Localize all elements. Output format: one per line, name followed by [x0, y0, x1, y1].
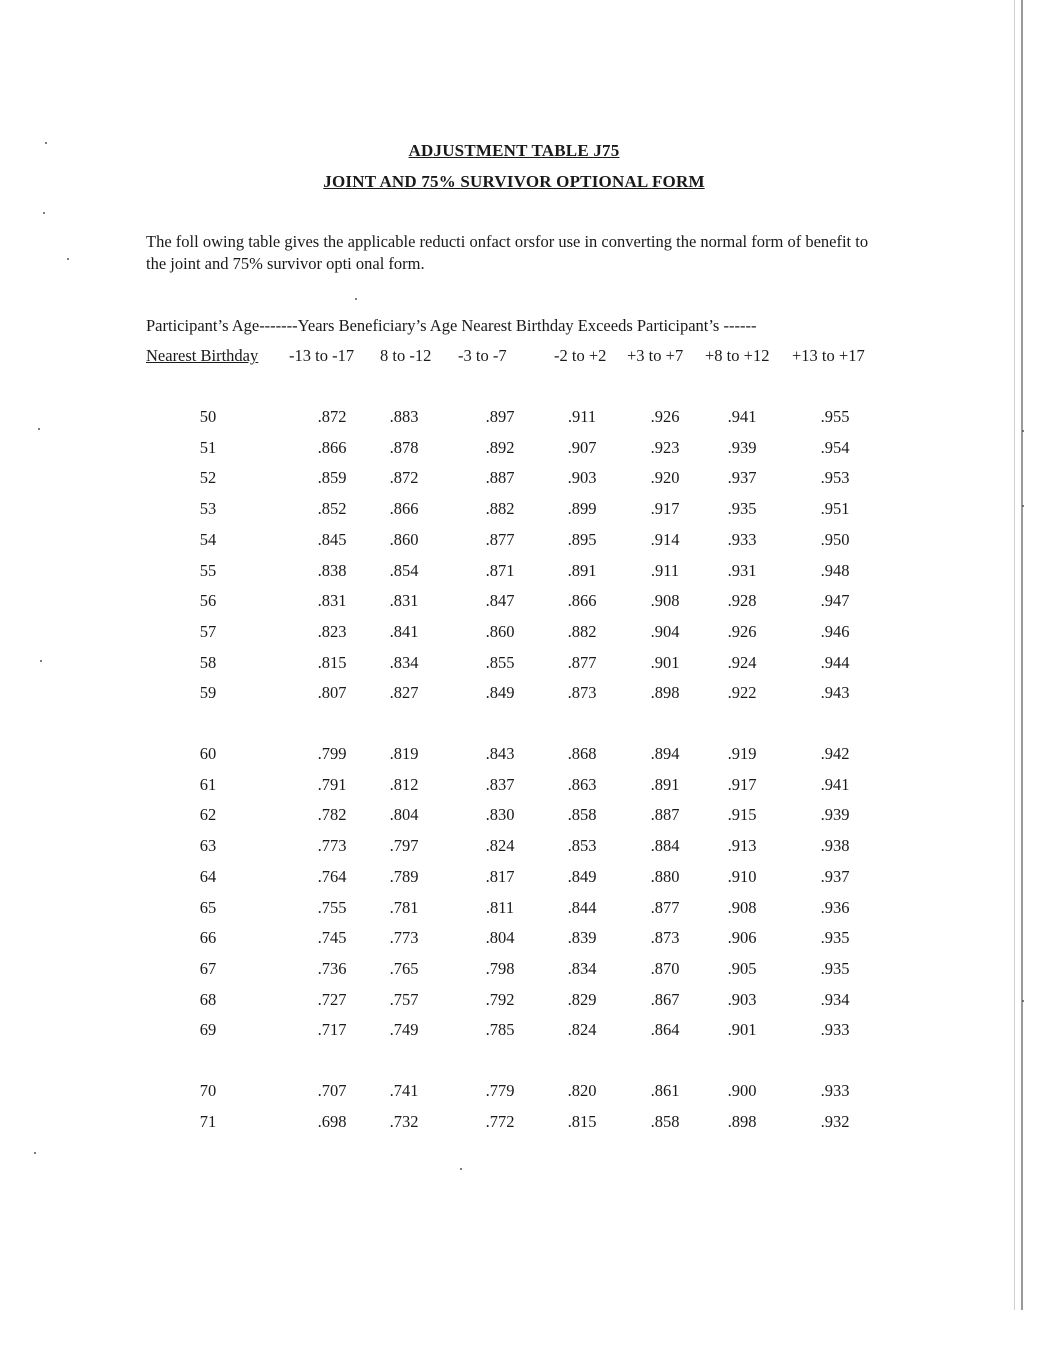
factor-cell: .897	[485, 407, 515, 426]
factor-cell: .860	[389, 529, 419, 549]
factor-cell: .877	[485, 529, 515, 549]
factor-cell: .948	[820, 560, 850, 580]
factor-cell: .804	[485, 928, 515, 948]
factor-cell: .839	[567, 928, 597, 948]
factor-cell: .819	[389, 744, 419, 763]
factor-cell: .898	[727, 1111, 757, 1131]
factor-cell: .917	[727, 774, 757, 794]
factor-cell: .789	[389, 866, 419, 886]
factor-cell: .781	[389, 897, 419, 917]
factor-cell: .838	[317, 560, 347, 580]
factor-cell: .717	[317, 1020, 347, 1040]
age-cell: 71	[199, 1111, 217, 1131]
factor-cell: .831	[389, 591, 419, 611]
factor-cell: .732	[389, 1111, 419, 1131]
factor-cell: .858	[567, 805, 597, 825]
column-header-nearest-birthday: Nearest Birthday	[146, 346, 259, 365]
factor-cell: .932	[820, 1111, 850, 1131]
column-header-minus2-to-plus2: -2 to +2	[554, 346, 607, 365]
factor-cell: .870	[650, 958, 680, 978]
factor-cell: .853	[567, 836, 597, 856]
factor-cell: .830	[485, 805, 515, 825]
factor-cell: .935	[820, 928, 850, 948]
factor-cell: .901	[727, 1020, 757, 1040]
factor-cell: .824	[485, 836, 515, 856]
factor-cell: .782	[317, 805, 347, 825]
age-cell: 54	[199, 529, 217, 549]
column-header-minus13-to-minus17: -13 to -17	[289, 346, 355, 365]
factor-cell: .877	[650, 897, 680, 917]
factor-cell: .882	[485, 499, 515, 519]
factor-cell: .873	[650, 928, 680, 948]
age-cell: 69	[199, 1020, 217, 1040]
factor-cell: .913	[727, 836, 757, 856]
factor-cell: .899	[567, 499, 597, 519]
scan-speckle	[67, 258, 69, 260]
factor-cell: .944	[820, 652, 850, 672]
factor-cell: .707	[317, 1081, 347, 1100]
factor-cell: .855	[485, 652, 515, 672]
scan-speckle	[1022, 505, 1024, 507]
factor-cell: .863	[567, 774, 597, 794]
factor-cell: .823	[317, 621, 347, 641]
factor-cell: .812	[389, 774, 419, 794]
factor-cell: .926	[650, 407, 680, 426]
factor-cell: .920	[650, 468, 680, 488]
factor-cell: .908	[650, 591, 680, 611]
factor-cell: .937	[727, 468, 757, 488]
factor-cell: .947	[820, 591, 850, 611]
factor-cell: .933	[820, 1020, 850, 1040]
factor-cell: .727	[317, 989, 347, 1009]
factor-cell: .907	[567, 437, 597, 457]
factor-cell: .798	[485, 958, 515, 978]
factor-cell: .933	[820, 1081, 850, 1100]
factor-cell: .919	[727, 744, 757, 763]
factor-cell: .938	[820, 836, 850, 856]
factor-cell: .868	[567, 744, 597, 763]
scan-speckle	[460, 1168, 462, 1170]
factor-cell: .911	[567, 407, 597, 426]
scan-speckle	[40, 660, 42, 662]
scan-speckle	[1022, 1000, 1024, 1002]
factor-cell: .953	[820, 468, 850, 488]
factor-cell: .797	[389, 836, 419, 856]
page-edge-line-inner	[1014, 0, 1015, 1310]
scan-speckle	[45, 142, 47, 144]
factor-cell: .910	[727, 866, 757, 886]
column-header-8-to-minus12: 8 to -12	[380, 346, 432, 365]
scan-speckle	[1022, 430, 1024, 432]
factor-cell: .936	[820, 897, 850, 917]
factor-cell: .941	[820, 774, 850, 794]
factor-cell: .834	[389, 652, 419, 672]
age-cell: 68	[199, 989, 217, 1009]
factor-cell: .749	[389, 1020, 419, 1040]
factor-cell: .906	[727, 928, 757, 948]
factor-cell: .939	[727, 437, 757, 457]
factor-cell: .926	[727, 621, 757, 641]
scan-speckle	[43, 212, 45, 214]
age-cell: 65	[199, 897, 217, 917]
factor-cell: .773	[317, 836, 347, 856]
factor-cell: .943	[820, 683, 850, 703]
page-edge-line	[1021, 0, 1023, 1310]
factor-cell: .923	[650, 437, 680, 457]
factor-cell: .917	[650, 499, 680, 519]
column-header-plus8-to-plus12: +8 to +12	[705, 346, 770, 365]
factor-cell: .915	[727, 805, 757, 825]
factor-cell: .872	[389, 468, 419, 488]
factor-cell: .831	[317, 591, 347, 611]
factor-cell: .772	[485, 1111, 515, 1131]
factor-cell: .872	[317, 407, 347, 426]
age-cell: 67	[199, 958, 217, 978]
factor-cell: .779	[485, 1081, 515, 1100]
factor-cell: .891	[567, 560, 597, 580]
factor-cell: .955	[820, 407, 850, 426]
document-subtitle: JOINT AND 75% SURVIVOR OPTIONAL FORM	[323, 172, 705, 191]
factor-cell: .864	[650, 1020, 680, 1040]
factor-cell: .866	[567, 591, 597, 611]
factor-cell: .892	[485, 437, 515, 457]
factor-cell: .903	[567, 468, 597, 488]
factor-cell: .829	[567, 989, 597, 1009]
factor-cell: .745	[317, 928, 347, 948]
factor-cell: .877	[567, 652, 597, 672]
column-header-minus3-to-minus7: -3 to -7	[458, 346, 507, 365]
factor-cell: .941	[727, 407, 757, 426]
factor-cell: .935	[727, 499, 757, 519]
factor-cell: .820	[567, 1081, 597, 1100]
age-cell: 55	[199, 560, 217, 580]
factor-cell: .859	[317, 468, 347, 488]
factor-cell: .887	[650, 805, 680, 825]
factor-cell: .847	[485, 591, 515, 611]
age-cell: 59	[199, 683, 217, 703]
factor-cell: .901	[650, 652, 680, 672]
factor-cell: .939	[820, 805, 850, 825]
factor-cell: .834	[567, 958, 597, 978]
factor-cell: .891	[650, 774, 680, 794]
factor-cell: .942	[820, 744, 850, 763]
factor-cell: .882	[567, 621, 597, 641]
factor-cell: .878	[389, 437, 419, 457]
factor-cell: .951	[820, 499, 850, 519]
factor-cell: .817	[485, 866, 515, 886]
factor-cell: .950	[820, 529, 850, 549]
factor-cell: .922	[727, 683, 757, 703]
factor-cell: .849	[485, 683, 515, 703]
factor-cell: .895	[567, 529, 597, 549]
factor-cell: .933	[727, 529, 757, 549]
factor-cell: .928	[727, 591, 757, 611]
age-cell: 53	[199, 499, 217, 519]
age-cell: 50	[199, 407, 217, 426]
factor-cell: .815	[567, 1111, 597, 1131]
factor-cell: .843	[485, 744, 515, 763]
factor-cell: .849	[567, 866, 597, 886]
factor-cell: .792	[485, 989, 515, 1009]
factor-cell: .765	[389, 958, 419, 978]
factor-cell: .845	[317, 529, 347, 549]
factor-cell: .946	[820, 621, 850, 641]
factor-cell: .837	[485, 774, 515, 794]
factor-cell: .900	[727, 1081, 757, 1100]
factor-cell: .741	[389, 1081, 419, 1100]
factor-cell: .867	[650, 989, 680, 1009]
factor-cell: .954	[820, 437, 850, 457]
factor-cell: .757	[389, 989, 419, 1009]
factor-cell: .858	[650, 1111, 680, 1131]
factor-cell: .880	[650, 866, 680, 886]
factor-cell: .861	[650, 1081, 680, 1100]
factor-cell: .871	[485, 560, 515, 580]
factor-cell: .785	[485, 1020, 515, 1040]
age-cell: 66	[199, 928, 217, 948]
factor-cell: .908	[727, 897, 757, 917]
factor-cell: .791	[317, 774, 347, 794]
factor-cell: .931	[727, 560, 757, 580]
age-cell: 64	[199, 866, 217, 886]
factor-cell: .905	[727, 958, 757, 978]
age-cell: 70	[199, 1081, 217, 1100]
column-header-plus13-to-plus17: +13 to +17	[792, 346, 865, 365]
age-cell: 56	[199, 591, 217, 611]
factor-cell: .854	[389, 560, 419, 580]
factor-cell: .773	[389, 928, 419, 948]
factor-cell: .887	[485, 468, 515, 488]
factor-cell: .866	[389, 499, 419, 519]
factor-cell: .894	[650, 744, 680, 763]
table-header-line: Participant’s Age-------Years Beneficiary’s Age Nearest Birthday Exceeds Participant’s ------	[146, 316, 757, 335]
scan-speckle	[38, 428, 40, 430]
factor-cell: .934	[820, 989, 850, 1009]
age-cell: 57	[199, 621, 217, 641]
factor-cell: .903	[727, 989, 757, 1009]
factor-cell: .698	[317, 1111, 347, 1131]
factor-cell: .799	[317, 744, 347, 763]
document-title: ADJUSTMENT TABLE J75	[408, 141, 620, 160]
factor-cell: .807	[317, 683, 347, 703]
factor-cell: .935	[820, 958, 850, 978]
factor-cell: .755	[317, 897, 347, 917]
factor-cell: .898	[650, 683, 680, 703]
factor-cell: .804	[389, 805, 419, 825]
factor-cell: .911	[650, 560, 680, 580]
age-cell: 52	[199, 468, 217, 488]
factor-cell: .736	[317, 958, 347, 978]
factor-cell: .873	[567, 683, 597, 703]
factor-cell: .924	[727, 652, 757, 672]
factor-cell: .764	[317, 866, 347, 886]
factor-cell: .844	[567, 897, 597, 917]
scan-speckle	[34, 1152, 36, 1154]
factor-cell: .811	[485, 897, 515, 917]
factor-cell: .860	[485, 621, 515, 641]
age-cell: 61	[199, 774, 217, 794]
age-cell: 58	[199, 652, 217, 672]
intro-paragraph: The foll owing table gives the applicable reducti onfact orsfor use in converting the normal form of benefit to the joint and 75% survivor opti onal form.	[146, 232, 869, 273]
factor-cell: .904	[650, 621, 680, 641]
factor-cell: .866	[317, 437, 347, 457]
age-cell: 63	[199, 836, 217, 856]
factor-cell: .824	[567, 1020, 597, 1040]
age-cell: 51	[199, 437, 217, 457]
age-cell: 60	[199, 744, 217, 763]
age-cell: 62	[199, 805, 217, 825]
factor-cell: .841	[389, 621, 419, 641]
column-header-plus3-to-plus7: +3 to +7	[627, 346, 684, 365]
factor-cell: .815	[317, 652, 347, 672]
factor-cell: .914	[650, 529, 680, 549]
factor-cell: .852	[317, 499, 347, 519]
factor-cell: .827	[389, 683, 419, 703]
factor-cell: .884	[650, 836, 680, 856]
factor-cell: .883	[389, 407, 419, 426]
factor-cell: .937	[820, 866, 850, 886]
scan-speckle	[355, 298, 357, 300]
